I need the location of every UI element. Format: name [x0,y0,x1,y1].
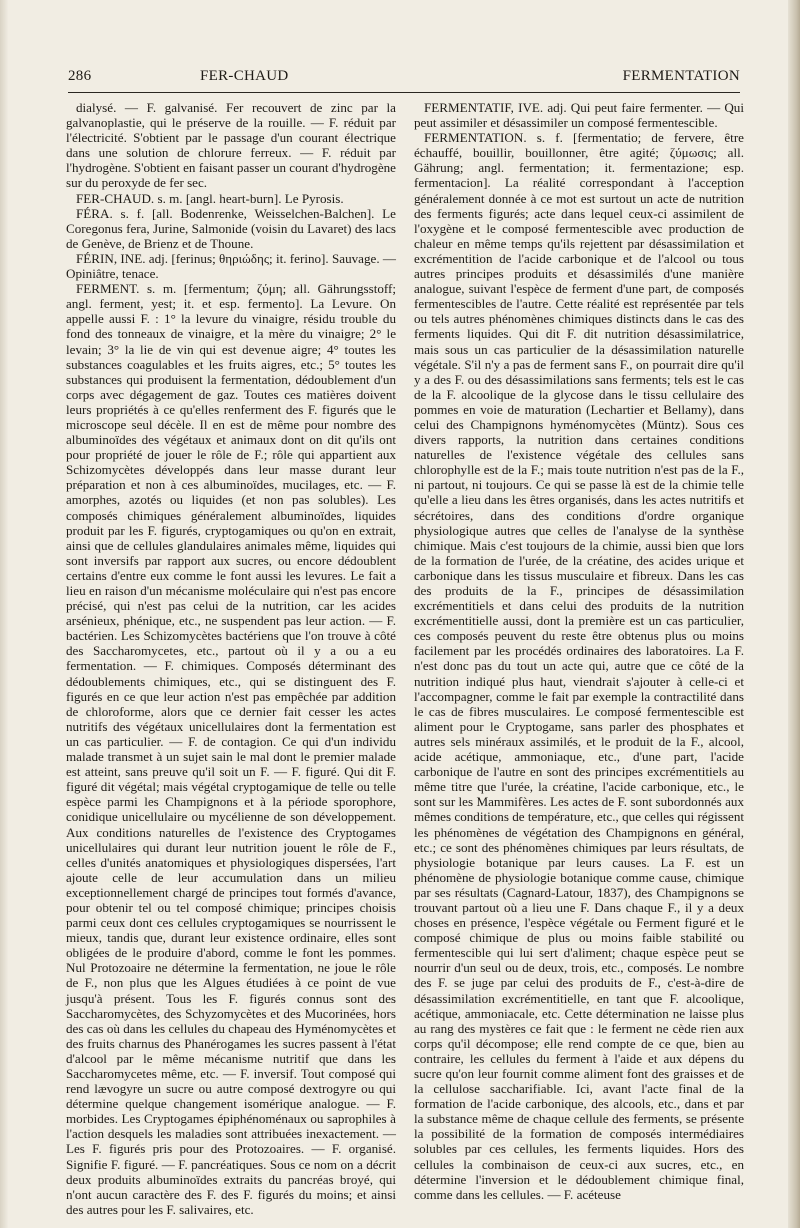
running-head-left: FER-CHAUD [200,68,289,84]
left-column [66,100,396,1217]
entry-ferin: FÉRIN, INE. adj. [ferinus; θηριώδης; it. ferino]. Sauvage. — Opiniâtre, tenace. [66,250,396,282]
entry-ferment: FERMENT. s. m. [fermentum; ζύμη; all. Gährungsstoff; angl. ferment, yest; it. et esp. fermento]. La Levure. On appelle aussi F. : 1° la levure du vinaigre, résidu trouble du fond des tonneaux de vinaigre, et la mère du vinaigre; 2° le levain; 3° la lie de vin qui est devenue aigre; 4° toutes les substances coagulables et les fruits aigres, etc.; 5° toutes les substances qui produisent la fermentation, dédoublement d'un corps avec dégagement de gaz. Toutes ces matières doivent leurs propriétés à ce qu'elles renferment des F. figurés que le microscope seul décèle. Il en est de même pour nombre des albuminoïdes des végétaux et animaux dont on dit qu'ils ont pour propriété de jouer le rôle de F.; rôle qui appartient aux Schizomycètes développés dans leur masse durant leur préparation et non à ces albuminoïdes, mucilages, etc. — F. amorphes, azotés ou liquides (et non pas solubles). Les composés chimiques généralement albuminoïdes, liquides produit par les F. figurés, cryptogamiques ou qu'on en extrait, ainsi que de cellules glandulaires animales même, liquides qui sont inversifs par rapport aux sucres, ou encore dédoublent certains d'entre eux comme le font aussi les levures. Le fait a lieu en raison d'un mécanisme moléculaire qui n'est pas encore précisé, qui n'est pas celui de la nutrition, car les acides arsénieux, phénique, etc., ne suspendent pas leur action. — F. bactérien. Les Schizomycètes bactériens que l'on trouve à côté des Saccharomycetes, etc., partout où il y a ou a eu fermentation. — F. chimiques. Composés déterminant des dédoublements chimiques, etc., qui se distinguent des F. figurés en ce que leur action n'est pas empêchée par addition de chloroforme, alors que ce dernier fait cesser les actes nutritifs des végétaux unicellulaires dont la fermentation est un cas particulier. — F. de contagion. Ce qui d'un individu malade transmet à un sujet sain le mal dont le premier malade est atteint, sans preuve qu'il soit un F. — F. figuré. Qui dit F. figuré dit végétal; mais végétal cryptogamique de telle ou telle espèce parmi les Champignons et à la période sporophore, conidique unicellulaire ou mycélienne de son développement. Aux conditions naturelles de l'existence des Cryptogames unicellulaires qui durant leur nutrition jouent le rôle de F., celles d'unités anatomiques et physiologiques dispersées, l'art ajoute celle de leur accumulation dans un milieu exceptionnellement chargé de principes tout formés d'avance, pour obtenir tel ou tel composé chimique; principes choisis parmi ceux dont ces cellules cryptogamiques se nourrissent le mieux, tandis que, durant leur existence ordinaire, elles sont obligées de le produire d'abord, comme le font les pommes. Nul Protozoaire ne détermine la fermentation, ne joue le rôle de F., non plus que les Algues étudiées à ce point de vue jusqu'à présent. Tous les F. figurés connus sont des Saccharomycètes, des Schyzomycètes et des Mucorinées, hors des cas où dans les cellules du chapeau des Hyménomycètes et des fruits charnus des Phanérogames les sucres passent à l'état d'alcool par le même mécanisme nutritif que dans les Saccharomycetes même, etc. — F. inversif. Tout composé qui rend lævogyre un sucre ou autre composé dextrogyre ou qui détermine quelque changement isomérique analogue. — F. morbides. Les Cryptogames épiphénoménaux ou saprophiles à l'action desquels les maladies sont attribuées inexactement. — Les F. figurés pris pour des Protozoaires. — F. organisé. Signifie F. figuré. — F. pancréatiques. Sous ce nom on a décrit deux produits albuminoïdes extraits du pancréas broyé, qui n'ont aucun caractère des F. des F. figurés du moins; et ainsi des autres pour les F. salivaires, etc. [66,281,396,1217]
entry-fermentatif: FERMENTATIF, IVE. adj. Qui peut faire fermenter. — Qui peut assimiler et désassimiler un composé fermentescible. [414,100,744,131]
entry-fermentation: FERMENTATION. s. f. [fermentatio; de fervere, être échauffé, bouillir, bouillonner, être agité; ζύμωσις; all. Gährung; angl. fermentation; it. fermentazione; esp. fermentacion]. La réalité correspondant à l'acception généralement donnée à ce mot est surtout un acte de nutrition des ferments figurés; acte dans lequel ceux-ci assimilent de l'oxygène et le composé fermentescible avec production de chaleur en même temps qu'ils rejettent par désassimilation et excrémentition de l'acide carbonique et de l'alcool ou tous autres principes produits et désassimilés d'une manière analogue, suivant l'espèce de ferment d'une part, de composés fermentescibles de l'autre. Cette réalité est représentée par tels ou tels autres phénomènes chimiques distincts dans le cas des ferments liquides. Qui dit F. dit nutrition désassimilatrice, mais sous un cas particulier de la désassimilation naturelle végétale. S'il n'y a pas de ferment sans F., on pourrait dire qu'il y a des F. ou des désassimilations sans ferments; tels est le cas de la F. alcoolique de la glycose dans le tissu cellulaire des pommes en voie de maturation (Lechartier et Bellamy), dans celui des Champignons hyménomycètes (Müntz). Sous ces divers rapports, la nutrition dans certaines conditions naturelles de l'existence végétale des cellules sans chlorophylle est de la F.; mais toute nutrition n'est pas de la F., ni partout, ni toujours. Ce qui se passe là est de la chimie telle qu'elle a lieu dans les êtres organisés, dans les actes nutritifs et sécrétoires, dans des conditions d'ordre organique physiologique autres que celles de l'analyse de la synthèse chimique. Mais c'est toujours de la chimie, aussi bien que lors de la formation de l'urée, de la créatine, des acides urique et carbonique dans les tissus musculaire et fibreux. Dans les cas des produits de la F., principes de désassimilation excrémentitiels et dans celui des produits de la nutrition excrémentitielle aussi, dont la première est un cas particulier, ces composés peuvent du reste être obtenus plus ou moins facilement par les procédés ordinaires des laboratoires. La F. n'est donc pas du tout un acte qui, autre que ce côté de la nutrition indiqué plus haut, viendrait s'ajouter à celle-ci et l'accompagner, comme le fait par exemple la contractilité dans le cas de fibres musculaires. Le composé fermentescible est aliment pour le Cryptogame, sans parler des phosphates et autres sels minéraux assimilés, et le produit de la F., alcool, acide acétique, ammoniaque, etc., d'une part, l'acide carbonique de l'autre en sont des principes excrémentitiels au même titre que l'urée, la créatine, l'acide carbonique, etc., le sont sur les Mammifères. Les actes de F. sont subordonnés aux mêmes conditions de température, etc., que celles qui régissent les phénomènes de végétation des Champignons en général, etc.; ce sont des phénomènes chimiques par leurs résultats, de physiologie botanique par leurs causes. La F. est un phénomène de physiologie botanique comme cause, chimique par ses résultats (Cagnard-Latour, 1837), des Champignons se trouvant partout où a lieu une F. Dans chaque F., il y a deux choses en présence, l'espèce végétale ou Ferment figuré et le composé chimique de plus ou moins faible stabilité ou fermentescible qui lui sert d'aliment; chaque espèce peut se nourrir d'un seul ou de deux, trois, etc., composés. Le nombre des F. se juge par celui des produits de F., c'est-à-dire de désassimilation excrémentitielle, en tant que F. alcoolique, acétique, ammoniacale, etc. Cette détermination ne laisse plus au rang des mystères ce fait que : le ferment ne cède rien aux corps qu'il décompose; elle rend compte de ce que, bien au contraire, les cellules du ferment à l'aide et aux dépens du sucre qu'on leur fournit comme aliment font des graisses et de la cellulose saccharifiable. Ici, avant l'acte final de la formation de l'acide carbonique, des alcools, etc., dans et par la substance même de chaque cellule des ferments, se présente la possibilité de la formation de composés intermédiaires solubles par ces cellules, les ferments liquides. Hors des cellules la combinaison de ceux-ci aux sucres, etc., en détermine l'inversion et le dédoublement chimique final, comme dans les cellules. — F. acéteuse [414,130,744,1202]
header-rule [68,92,740,93]
right-column [414,100,744,1200]
page-number: 286 [68,68,92,84]
entry-dialyse-continued: dialysé. — F. galvanisé. Fer recouvert de zinc par la galvanoplastie, qui le préserve de la rouille. — F. réduit par l'électricité. S'obtient par le passage d'un courant électrique dans une solution de chlorure ferreux. — F. réduit par l'hydrogène. S'obtient en faisant passer un courant d'hydrogène sur du peroxyde de fer sec. [66,100,396,191]
page-header [68,68,740,92]
page-left-edge [0,0,8,1228]
page-right-edge [788,0,800,1228]
entry-fer-chaud: FER-CHAUD. s. m. [angl. heart-burn]. Le Pyrosis. [76,190,344,206]
running-head-right: FERMENTATION [622,68,740,84]
entry-fera: FÉRA. s. f. [all. Bodenrenke, Weisselchen-Balchen]. Le Coregonus fera, Jurine, Salmonide (voisin du Lavaret) des lacs de Genève, de Brienz et de Thoune. [66,205,396,251]
